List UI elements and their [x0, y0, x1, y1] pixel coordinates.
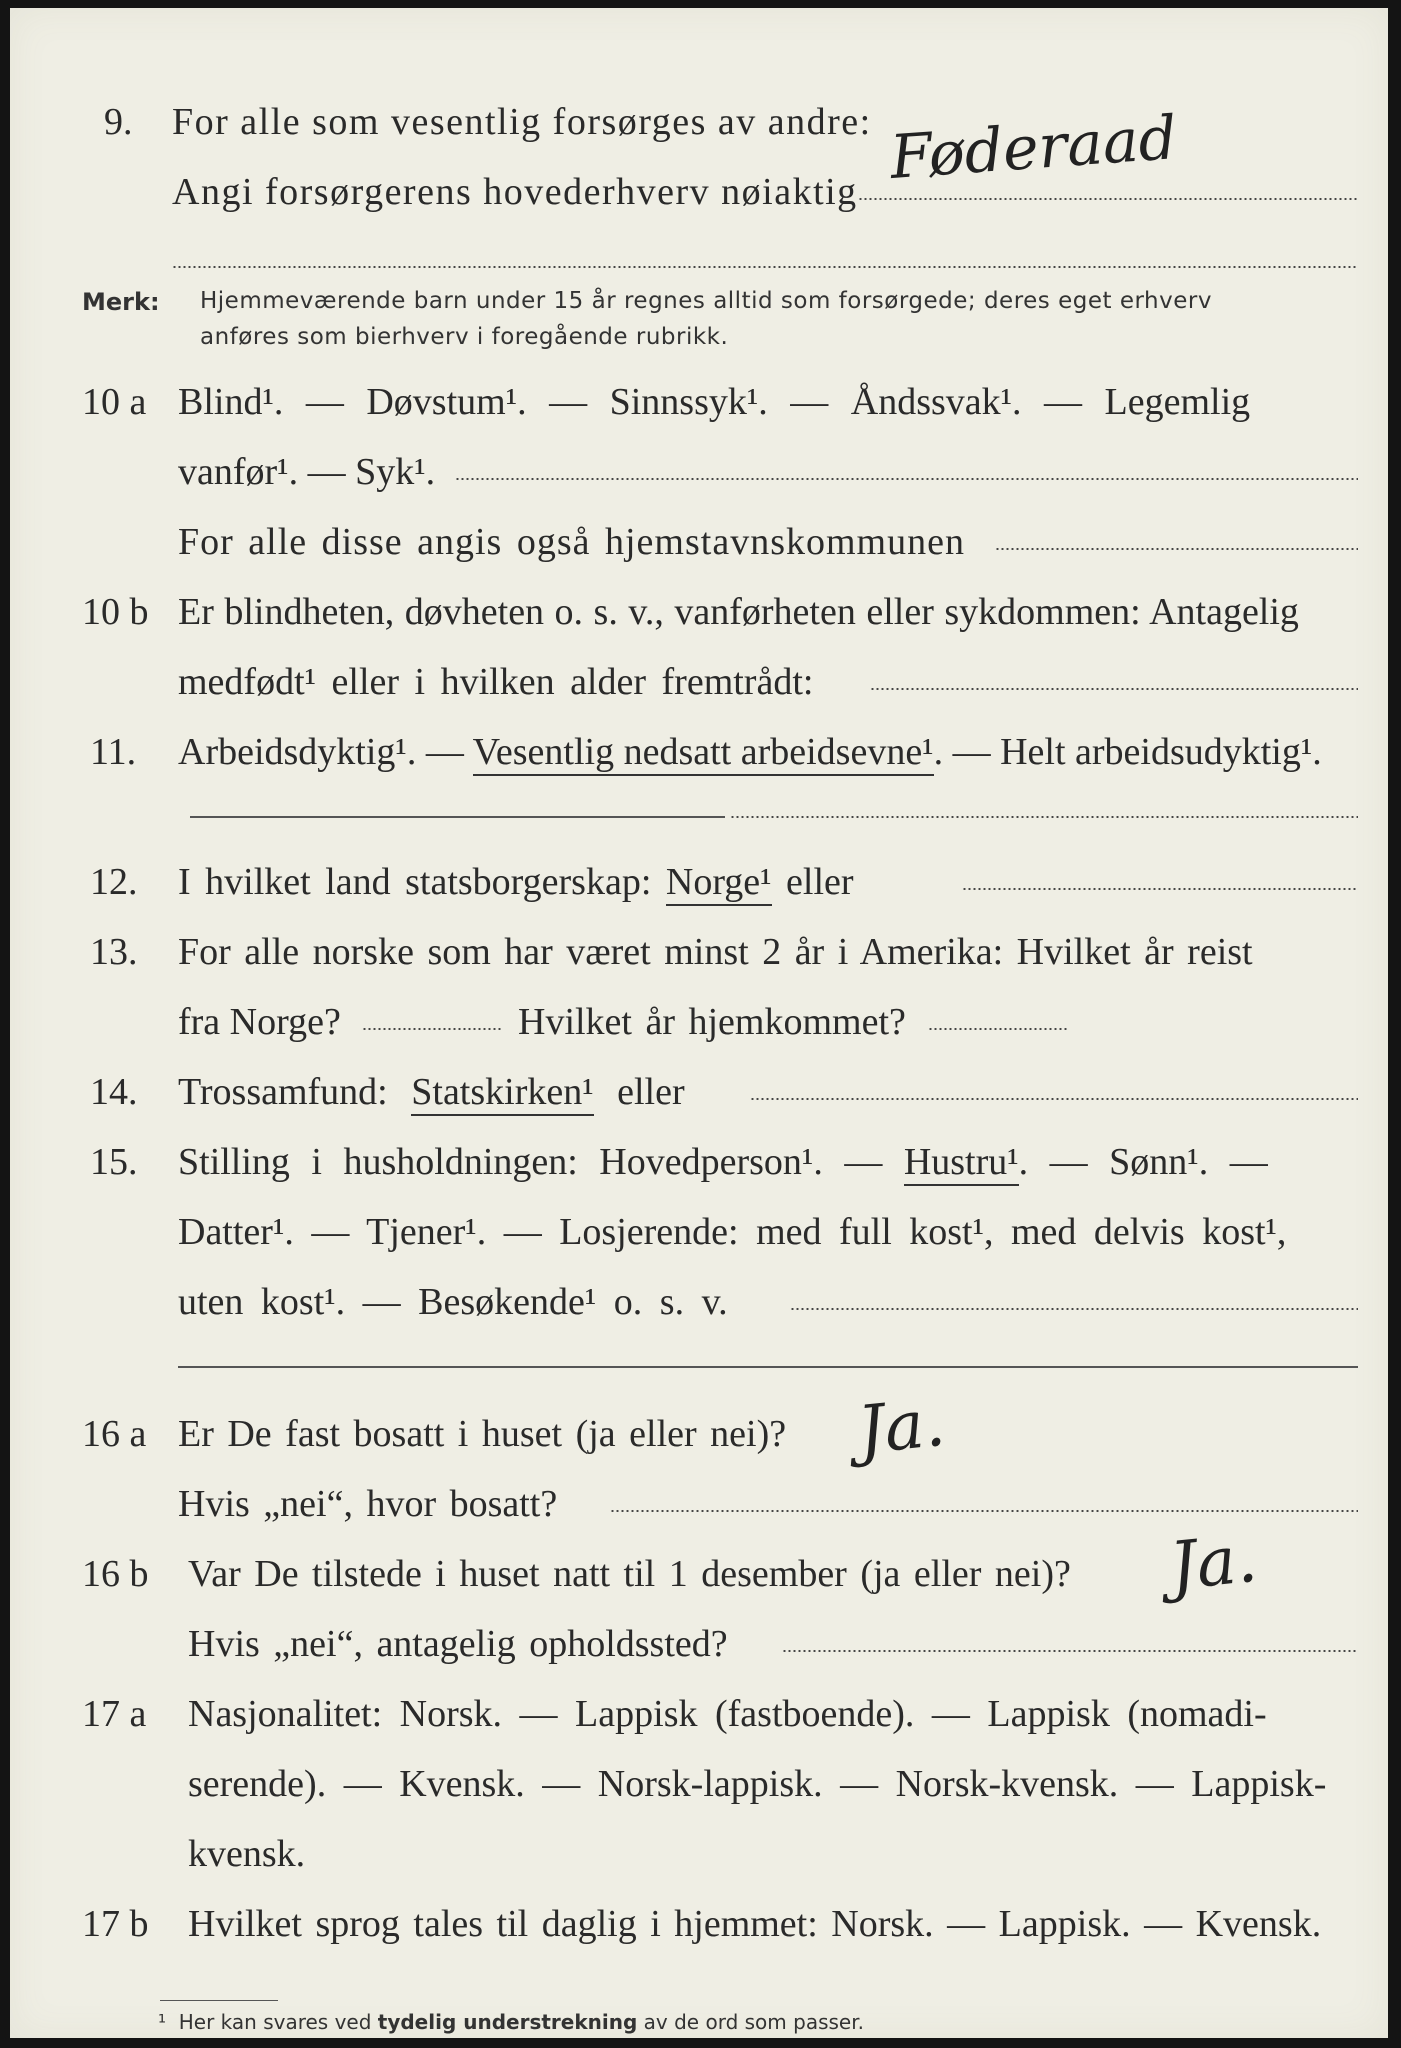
q15-line3: uten kost¹. — Besøkende¹ o. s. v. [178, 1281, 728, 1323]
q14-suffix: eller [617, 1071, 685, 1113]
q10a-answer-line [455, 478, 1358, 480]
q14-prefix: Trossamfund: [178, 1071, 388, 1113]
merk-label: Merk: [82, 288, 160, 316]
q11-number: 11. [90, 731, 137, 773]
merk-line2: anføres som bierhverv i foregående rubrikk. [200, 324, 729, 350]
q12-line [178, 860, 854, 904]
q10b-line2: medfødt¹ eller i hvilken alder fremtrådt: [178, 661, 814, 703]
q15-line2: Datter¹. — Tjener¹. — Losjerende: med full kost¹, med delvis kost¹, [178, 1211, 1287, 1253]
q14-line [178, 1070, 685, 1114]
q12-suffix: eller [786, 861, 854, 903]
q17a-line1: Nasjonalitet: Norsk. — Lappisk (fastboende). — Lappisk (nomadi- [188, 1693, 1267, 1735]
q17a-number: 17 a [82, 1693, 147, 1735]
q10a-line3: For alle disse angis også hjemstavnskommunen [178, 521, 965, 563]
q11-part2: . — Helt arbeidsudyktig¹. [933, 731, 1322, 773]
q9-number: 9. [104, 101, 133, 143]
q17a-line2: serende). — Kvensk. — Norsk-lappisk. — Norsk-kvensk. — Lappisk- [188, 1763, 1327, 1805]
q15-line1a: Stilling i husholdningen: Hovedperson¹. — [178, 1141, 883, 1183]
q9-extra-line [172, 266, 1358, 268]
q13-number: 13. [90, 931, 138, 973]
q9-line1: For alle som vesentlig forsørges av andre: [172, 101, 872, 143]
q15-number: 15. [90, 1141, 138, 1183]
q12-answer-line [962, 888, 1358, 890]
footnote [158, 2010, 864, 2034]
q11-selected-option: Vesentlig nedsatt arbeidsevne¹ [473, 731, 934, 776]
q13-departure-line [362, 1028, 502, 1030]
q14-number: 14. [90, 1071, 138, 1113]
q16a-answer-line [610, 1510, 1358, 1512]
q9-answer-line [858, 198, 1358, 200]
q17b-line1: Hvilket sprog tales til daglig i hjemmet: Norsk. — Lappisk. — Kvensk. [188, 1903, 1322, 1945]
q10a-number: 10 a [82, 381, 147, 423]
q16b-number: 16 b [82, 1553, 149, 1595]
q16a-handwritten-answer: Ja. [854, 1383, 949, 1470]
footnote-rule [160, 2000, 278, 2001]
q16b-line1: Var De tilstede i huset natt til 1 desember (ja eller nei)? [188, 1553, 1071, 1595]
q15-answer-line [790, 1308, 1358, 1310]
q12-prefix: I hvilket land statsborgerskap: [178, 861, 652, 903]
q10a-line1: Blind¹. — Døvstum¹. — Sinnssyk¹. — Åndssvak¹. — Legemlig [178, 381, 1251, 423]
q12-selected-option: Norge¹ [666, 861, 772, 906]
q12-number: 12. [90, 861, 138, 903]
q10a-line2: vanfør¹. — Syk¹. [178, 451, 436, 493]
q9-handwritten-answer: Føderaad [887, 103, 1180, 193]
q16b-line2: Hvis „nei“, antagelig opholdssted? [188, 1623, 728, 1665]
q9-line2: Angi forsørgerens hovederhverv nøiaktig [172, 171, 858, 213]
q17a-line3: kvensk. [188, 1833, 306, 1875]
q13-line2a: fra Norge? [178, 1001, 341, 1043]
q11-divider-right [730, 816, 1358, 818]
q11-line [178, 730, 1322, 774]
q11-part1: Arbeidsdyktig¹. — [178, 731, 464, 773]
q16a-number: 16 a [82, 1413, 147, 1455]
q17b-number: 17 b [82, 1903, 149, 1945]
footnote-text-bold: tydelig understrekning [377, 2010, 638, 2034]
q14-selected-option: Statskirken¹ [411, 1071, 593, 1116]
q15-line1 [178, 1140, 1268, 1184]
q16a-line1: Er De fast bosatt i huset (ja eller nei)? [178, 1413, 787, 1455]
q13-return-line [928, 1028, 1068, 1030]
q10b-number: 10 b [82, 591, 149, 633]
footnote-marker: ¹ [158, 2010, 167, 2034]
q10b-answer-line [870, 688, 1358, 690]
q16b-answer-line [782, 1650, 1358, 1652]
q15-selected-option: Hustru¹ [904, 1141, 1019, 1186]
q10b-line1: Er blindheten, døvheten o. s. v., vanførheten eller sykdommen: Antagelig [178, 591, 1299, 633]
q16a-line2: Hvis „nei“, hvor bosatt? [178, 1483, 558, 1525]
q15-divider [178, 1366, 1358, 1368]
merk-line1: Hjemmeværende barn under 15 år regnes alltid som forsørgede; deres eget erhverv [200, 288, 1212, 314]
footnote-text-a: Her kan svares ved [178, 2010, 372, 2034]
q13-line2b: Hvilket år hjemkommet? [518, 1001, 906, 1043]
q10a-municipality-line [995, 548, 1358, 550]
q16b-handwritten-answer: Ja. [1166, 1519, 1261, 1606]
q15-line1b: . — Sønn¹. — [1018, 1141, 1268, 1183]
census-form-page [10, 8, 1388, 2038]
q11-divider-left [190, 816, 725, 818]
footnote-text-b: av de ord som passer. [643, 2010, 864, 2034]
q13-line1: For alle norske som har været minst 2 år i Amerika: Hvilket år reist [178, 931, 1253, 973]
q14-answer-line [750, 1098, 1358, 1100]
